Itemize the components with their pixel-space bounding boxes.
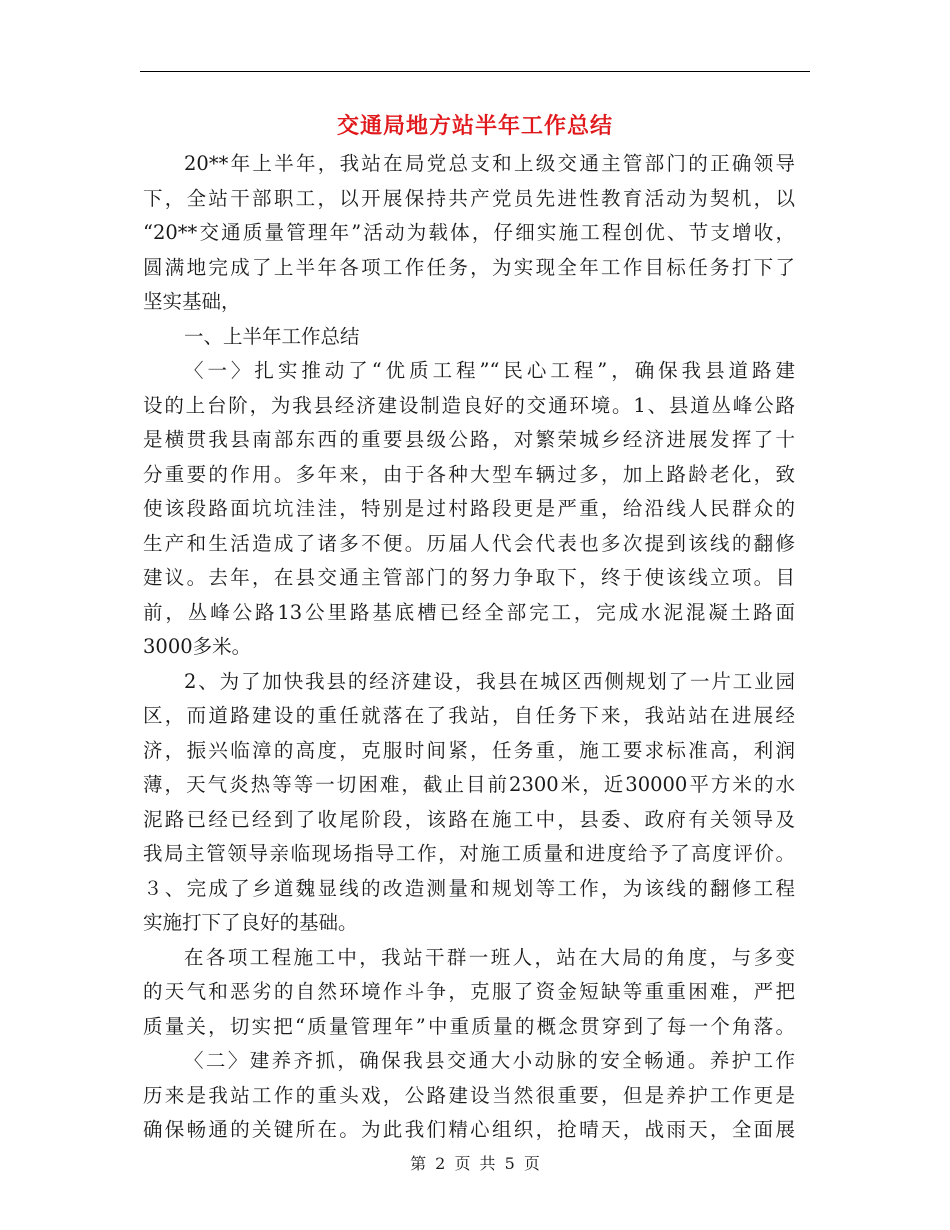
text-line: 前，丛峰公路13公里路基底槽已经全部完工，完成水泥混凝土路面 <box>143 600 795 624</box>
text-line: 3000多米。 <box>143 635 252 658</box>
text-line: “20**交通质量管理年”活动为载体，仔细实施工程创优、节支增收， <box>143 221 795 244</box>
text-line: 建议。去年，在县交通主管部门的努力争取下，终于使该线立项。目 <box>143 566 795 589</box>
text-line: 〈二〉建养齐抓，确保我县交通大小动脉的安全畅通。养护工作 <box>184 1049 795 1072</box>
text-line: 使该段路面坑坑洼洼，特别是过村路段更是严重，给沿线人民群众的 <box>143 497 795 520</box>
text-line: 一、上半年工作总结 <box>184 324 360 348</box>
text-line: 济，振兴临漳的高度，克服时间紧，任务重，施工要求标准高，利润 <box>143 738 795 762</box>
text-line: 坚实基础， <box>143 290 241 313</box>
document-body <box>143 147 795 1148</box>
text-line: 生产和生活造成了诸多不便。历届人代会代表也多次提到该线的翻修 <box>143 531 795 555</box>
text-line: 在各项工程施工中，我站干群一班人，站在大局的角度，与多变 <box>184 945 795 969</box>
text-line: 的天气和恶劣的自然环境作斗争，克服了资金短缺等重重困难，严把 <box>143 980 795 1003</box>
header-rule <box>140 71 810 72</box>
text-line: 我局主管领导亲临现场指导工作，对施工质量和进度给予了高度评价。 <box>143 842 795 865</box>
text-line: 下，全站干部职工，以开展保持共产党员先进性教育活动为契机，以 <box>143 186 795 210</box>
text-line: 是横贯我县南部东西的重要县级公路，对繁荣城乡经济进展发挥了十 <box>143 428 795 451</box>
text-line: 质量关，切实把“质量管理年”中重质量的概念贯穿到了每一个角落。 <box>143 1014 795 1038</box>
text-line: 20**年上半年，我站在局党总支和上级交通主管部门的正确领导 <box>184 152 795 175</box>
text-line: 区，而道路建设的重任就落在了我站，自任务下来，我站站在进展经 <box>143 704 795 727</box>
text-line: ３、完成了乡道魏显线的改造测量和规划等工作，为该线的翻修工程 <box>143 876 795 900</box>
text-line: 泥路已经已经到了收尾阶段，该路在施工中，县委、政府有关领导及 <box>143 807 795 831</box>
document-title: 交通局地方站半年工作总结 <box>336 113 613 139</box>
text-line: 设的上台阶，为我县经济建设制造良好的交通环境。1、县道丛峰公路 <box>143 393 795 417</box>
text-line: 薄，天气炎热等等一切困难，截止目前2300米，近30000平方米的水 <box>143 773 795 796</box>
text-line: 〈一〉扎实推动了“优质工程”“民心工程”，确保我县道路建 <box>184 359 795 382</box>
text-line: 实施打下了良好的基础。 <box>143 911 358 934</box>
page-number-footer: 第 2 页 共 5 页 <box>410 1154 540 1173</box>
text-line: 2、为了加快我县的经济建设，我县在城区西侧规划了一片工业园 <box>184 669 795 693</box>
text-line: 分重要的作用。多年来，由于各种大型车辆过多，加上路龄老化，致 <box>143 462 795 486</box>
text-line: 历来是我站工作的重头戏，公路建设当然很重要，但是养护工作更是 <box>143 1083 795 1107</box>
text-line: 确保畅通的关键所在。为此我们精心组织，抢晴天，战雨天，全面展 <box>143 1118 795 1141</box>
text-line: 圆满地完成了上半年各项工作任务，为实现全年工作目标任务打下了 <box>143 255 795 279</box>
